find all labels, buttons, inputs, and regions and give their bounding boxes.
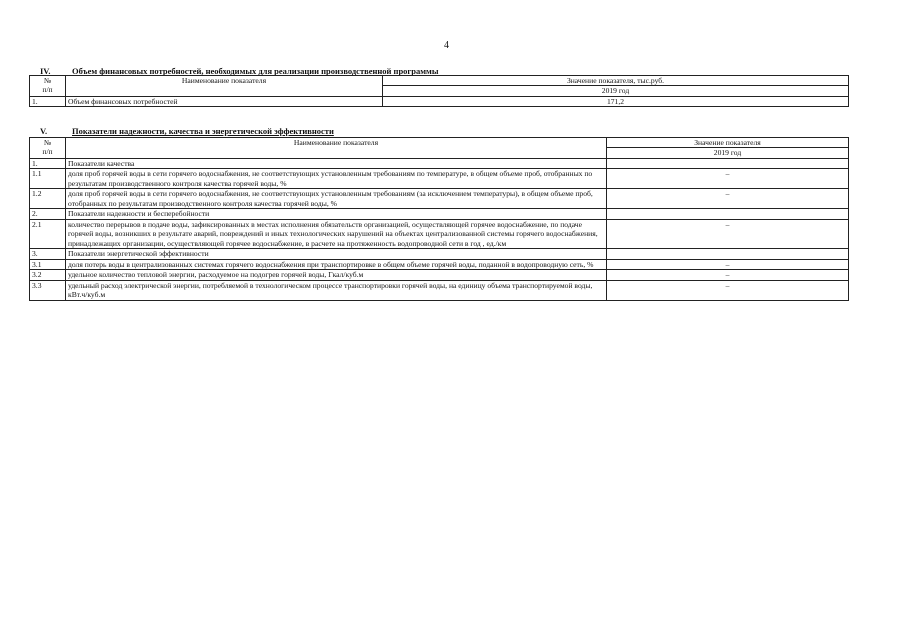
row-value: – <box>607 259 849 269</box>
header-year: 2019 год <box>383 86 849 96</box>
table-row <box>30 158 849 168</box>
row-num: 1.2 <box>30 189 66 209</box>
row-name: Показатели качества <box>66 158 607 168</box>
header-num-line1: № <box>43 76 52 85</box>
table-header-row <box>30 76 849 86</box>
row-num: 1. <box>30 96 66 106</box>
table-row <box>30 169 849 189</box>
header-num <box>30 76 66 97</box>
section-5-title <box>40 126 334 136</box>
table-header-row <box>30 138 849 148</box>
header-num-line1: № <box>43 138 52 147</box>
row-num: 3.3 <box>30 280 66 300</box>
row-name: доля потерь воды в централизованных системах горячего водоснабжения при транспортировке в общем объеме горячей воды, поданной в водопроводную сеть, % <box>66 259 607 269</box>
table-row <box>30 96 849 106</box>
row-value: – <box>607 189 849 209</box>
row-num: 2.1 <box>30 219 66 248</box>
row-value <box>607 249 849 259</box>
row-value: 171,2 <box>383 96 849 106</box>
row-value: – <box>607 219 849 248</box>
financial-needs-table <box>29 75 849 107</box>
row-name: доля проб горячей воды в сети горячего водоснабжения, не соответствующих установленным требованиям по температуре, в общем объеме проб, отобранных по результатам производственного контроля качества горячей воды, % <box>66 169 607 189</box>
row-num: 1.1 <box>30 169 66 189</box>
table-row <box>30 270 849 280</box>
table-row <box>30 259 849 269</box>
row-value: – <box>607 270 849 280</box>
table-row <box>30 209 849 219</box>
row-num: 3. <box>30 249 66 259</box>
row-name: Объем финансовых потребностей <box>66 96 383 106</box>
row-num: 3.2 <box>30 270 66 280</box>
page-number: 4 <box>444 40 449 51</box>
section-4-title-text: Объем финансовых потребностей, необходимых для реализации производственной программы <box>72 66 439 76</box>
header-value: Значение показателя <box>607 138 849 148</box>
table-row <box>30 189 849 209</box>
section-5-number: V. <box>40 126 48 136</box>
row-value <box>607 209 849 219</box>
row-num: 1. <box>30 158 66 168</box>
header-year: 2019 год <box>607 148 849 158</box>
header-num <box>30 138 66 159</box>
section-5-title-text: Показатели надежности, качества и энергетической эффективности <box>72 126 334 136</box>
row-value: – <box>607 169 849 189</box>
row-name: Показатели надежности и бесперебойности <box>66 209 607 219</box>
header-num-line2: п/п <box>42 147 53 157</box>
row-name: удельный расход электрической энергии, потребляемой в технологическом процессе транспортировки горячей воды, на единицу объема транспортируемой воды, кВт.ч/куб.м <box>66 280 607 300</box>
row-value <box>607 158 849 168</box>
row-name: количество перерывов в подаче воды, зафиксированных в местах исполнения обязательств организацией, осуществляющей горячее водоснабжение, по подаче горячей воды, возникших в результате аварий, повреждений и иных технологических нарушений на объектах централизованной системы горячего водоснабжения, принадлежащих организации, осуществляющей горячее водоснабжение, в расчете на протяженность водопроводной сети в год , ед./км <box>66 219 607 248</box>
header-name: Наименование показателя <box>66 76 383 97</box>
table-row <box>30 249 849 259</box>
table-row <box>30 280 849 300</box>
header-name: Наименование показателя <box>66 138 607 159</box>
row-name: доля проб горячей воды в сети горячего водоснабжения, не соответствующих установленным требованиям (за исключением температуры), в общем объеме проб, отобранных по результатам производственного контроля качества горячей воды, % <box>66 189 607 209</box>
row-num: 3.1 <box>30 259 66 269</box>
row-num: 2. <box>30 209 66 219</box>
header-num-line2: п/п <box>42 85 53 95</box>
row-value: – <box>607 280 849 300</box>
indicators-table <box>29 137 849 301</box>
header-value: Значение показателя, тыс.руб. <box>383 76 849 86</box>
section-4-number: IV. <box>40 66 51 76</box>
row-name: Показатели энергетической эффективности <box>66 249 607 259</box>
table-row <box>30 219 849 248</box>
row-name: удельное количество тепловой энергии, расходуемое на подогрев горячей воды, Гкал/куб.м <box>66 270 607 280</box>
